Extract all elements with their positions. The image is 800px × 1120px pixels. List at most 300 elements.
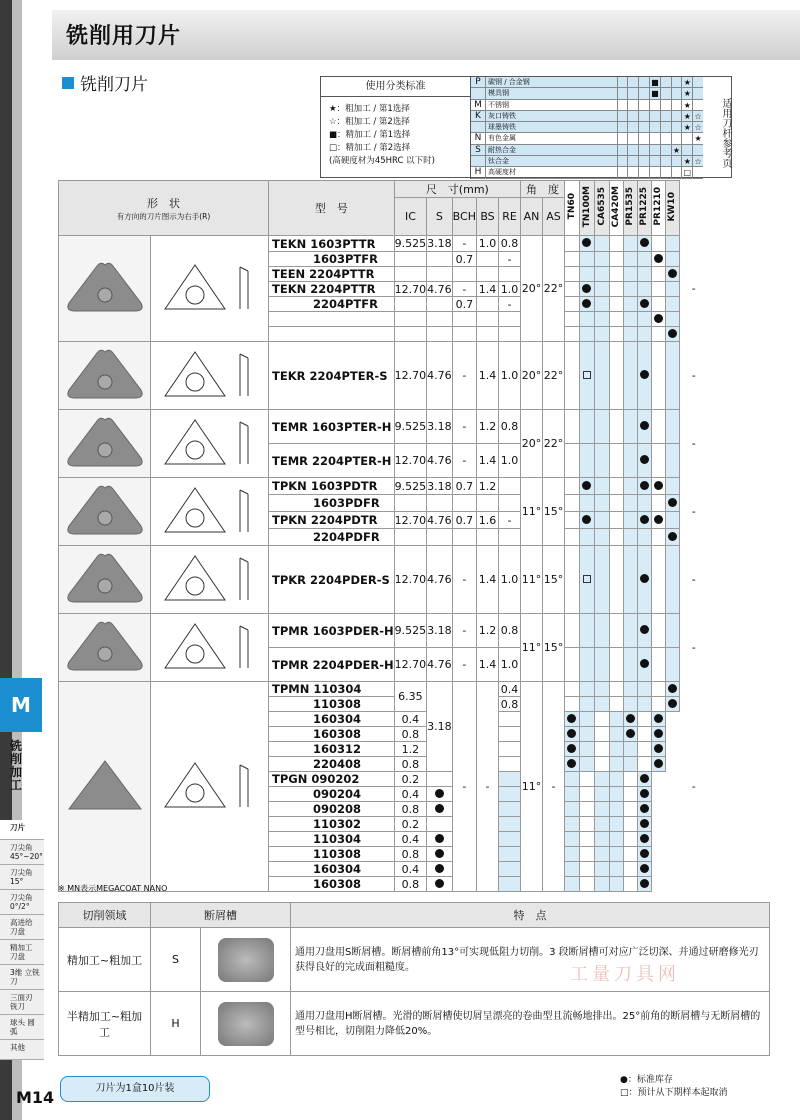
- legend-mark: [692, 88, 703, 98]
- grade-cell: [498, 712, 520, 727]
- grade-cell: [579, 862, 594, 877]
- dim-bch: 0.7: [452, 297, 476, 312]
- angle-an: 20°: [520, 410, 542, 478]
- grade-cell: [564, 757, 579, 772]
- grade-cell: [651, 410, 665, 444]
- dim-ic: 9.525: [394, 479, 427, 493]
- grade-cell: [665, 697, 679, 712]
- feat-area: 半精加工~粗加工: [59, 992, 151, 1056]
- dim-re: 0.4: [394, 787, 427, 802]
- grade-cell: [498, 817, 520, 832]
- grade-cell: [623, 772, 637, 787]
- grade-header: [651, 181, 665, 236]
- dim-bs: 1.4: [476, 282, 498, 297]
- stock-dot: [582, 284, 591, 293]
- grade-cell: [637, 787, 651, 802]
- legend-mark: [627, 88, 638, 98]
- grade-cell: [579, 478, 594, 495]
- material-name: 高硬度材: [488, 168, 516, 177]
- material-name: 有色金属: [488, 134, 516, 143]
- legend-mark: [627, 167, 638, 177]
- model-cell: [269, 312, 395, 327]
- grade-cell: [579, 772, 594, 787]
- legend-mark: [627, 100, 638, 110]
- dim-bs: 1.2: [476, 478, 498, 495]
- dim-ic: 12.70: [394, 282, 427, 296]
- stock-dot: [640, 370, 649, 379]
- grade-cell: [651, 648, 665, 682]
- table-row: [59, 342, 708, 410]
- grade-cell: [609, 817, 623, 832]
- grade-cell: [651, 712, 665, 727]
- feat-desc-header: 特 点: [291, 903, 770, 928]
- insert-drawing-cell: [151, 236, 269, 342]
- col-shape: [59, 181, 269, 236]
- insert-photo: [61, 412, 149, 472]
- grade-cell: [637, 495, 651, 512]
- grade-cell: [564, 312, 579, 327]
- grade-cell: [579, 236, 594, 252]
- model-cell: 1603PDFR: [269, 495, 395, 512]
- model-cell: 160304: [269, 862, 395, 877]
- legend-line: ■：精加工 / 第1选择: [329, 130, 411, 140]
- insert-drawing: [155, 548, 265, 608]
- feat-chip: H: [151, 992, 201, 1056]
- watermark: 工量刀具网: [570, 964, 680, 985]
- side-tab-m[interactable]: M: [0, 678, 42, 732]
- nav-item[interactable]: 精加工 刀盘: [0, 940, 44, 965]
- model-cell: TPKN 2204PDTR: [269, 512, 395, 529]
- legend-mark: ■: [649, 77, 660, 87]
- legend-mark: [692, 145, 703, 155]
- nav-item[interactable]: 刀尖角 0°/2°: [0, 890, 44, 915]
- stock-dot: [582, 515, 591, 524]
- stock-dot: [435, 879, 444, 888]
- legend-mark: ★: [681, 156, 692, 166]
- angle-as: 22°: [542, 236, 564, 342]
- grade-cell: [665, 410, 679, 444]
- stock-dot: [640, 659, 649, 668]
- dim-re: 0.4: [394, 862, 427, 877]
- dim-ic: 6.35: [394, 682, 427, 712]
- model-cell: TPMR 2204PDER-H: [269, 648, 395, 682]
- legend-mark: [638, 167, 649, 177]
- grade-cell: [609, 546, 623, 614]
- chipbreaker-image-cell: [201, 928, 291, 992]
- dim-ic: [394, 267, 427, 282]
- stock-dot: [435, 789, 444, 798]
- dim-s: 4.76: [427, 513, 452, 527]
- stock-dot: [654, 729, 663, 738]
- legend-mark: [617, 156, 628, 166]
- grade-cell: [594, 697, 609, 712]
- dim-bch: 0.7: [452, 252, 476, 267]
- grade-cell: [498, 787, 520, 802]
- col-shape-label: 形 状: [147, 196, 180, 210]
- section-marker: [62, 77, 74, 89]
- stock-dot: [626, 729, 635, 738]
- angle-an: 11°: [520, 478, 542, 546]
- grade-cell: [594, 512, 609, 529]
- dim-re: 1.0: [498, 546, 520, 614]
- nav-item[interactable]: 球头 圆弧: [0, 1015, 44, 1040]
- legend-mark: [627, 156, 638, 166]
- dim-re: 0.2: [394, 817, 427, 832]
- dim-re: 0.4: [394, 712, 427, 727]
- nav-item[interactable]: 3维 立铣刀: [0, 965, 44, 990]
- grade-cell: [637, 697, 651, 712]
- grade-cell: [579, 267, 594, 282]
- grade-cell: [651, 327, 665, 342]
- legend-material-row: [471, 167, 703, 178]
- legend-mark: ★: [681, 111, 692, 121]
- grade-cell: [579, 757, 594, 772]
- material-code: S: [471, 145, 486, 155]
- grade-cell: [637, 444, 651, 478]
- insert-photo-cell: [59, 614, 151, 682]
- grade-cell: [623, 410, 637, 444]
- legend-mark: [638, 111, 649, 121]
- dim-re: [498, 478, 520, 495]
- dim-re: -: [498, 512, 520, 529]
- grade-cell: [594, 327, 609, 342]
- grade-cell: [609, 312, 623, 327]
- grade-cell: [651, 444, 665, 478]
- table-row: [59, 478, 708, 495]
- stock-dot: [640, 834, 649, 843]
- col-dim: 尺 寸(mm): [394, 181, 520, 198]
- model-cell: TEMR 1603PTER-H: [269, 410, 395, 444]
- ref-cell: -: [691, 437, 696, 450]
- insert-drawing-cell: [151, 682, 269, 892]
- grade-cell: [564, 712, 579, 727]
- grade-cell: [594, 529, 609, 546]
- grade-cell: [637, 847, 651, 862]
- material-code: H: [471, 167, 486, 177]
- angle-an: 11°: [520, 546, 542, 614]
- dim-re: 0.4: [394, 832, 427, 847]
- stock-dot: [668, 532, 677, 541]
- grade-cell: [427, 787, 453, 802]
- dim-ic: 12.70: [394, 513, 427, 527]
- grade-cell: [579, 712, 594, 727]
- material-code: [471, 122, 486, 132]
- grade-cell: [623, 727, 637, 742]
- legend-mark: [649, 133, 660, 143]
- grade-cell: [609, 772, 623, 787]
- legend-mark: ☆: [692, 156, 703, 166]
- legend-mark: [660, 122, 671, 132]
- grade-cell: [651, 267, 665, 282]
- legend-mark: [671, 133, 682, 143]
- chipbreaker-image-cell: [201, 992, 291, 1056]
- grade-cell: [609, 614, 623, 648]
- dim-s: 4.76: [427, 342, 453, 410]
- nav-item[interactable]: 刀尖角 15°: [0, 865, 44, 890]
- grade-cell: [609, 712, 623, 727]
- nav-item[interactable]: 三面刃 铣刀: [0, 990, 44, 1015]
- grade-cell: [651, 312, 665, 327]
- grade-name: PR1210: [653, 187, 664, 226]
- discontinue-square: [583, 371, 591, 379]
- insert-drawing: [155, 344, 265, 404]
- material-code: [471, 156, 486, 166]
- material-name: 球墨铸铁: [488, 123, 516, 132]
- grade-cell: [637, 802, 651, 817]
- nav-item[interactable]: 刀尖角 45°~20°: [0, 840, 44, 865]
- grade-cell: [609, 648, 623, 682]
- stock-dot: [567, 759, 576, 768]
- stock-legend-square: □：预计从下期样本起取消: [620, 1088, 728, 1098]
- dim-re: 1.2: [394, 742, 427, 757]
- dim-bch: -: [452, 648, 476, 682]
- legend-mark: [692, 77, 703, 87]
- stock-dot: [654, 481, 663, 490]
- dim-re: -: [498, 297, 520, 312]
- grade-cell: [623, 478, 637, 495]
- grade-cell: [427, 862, 453, 877]
- feat-area-header: 切削领域: [59, 903, 151, 928]
- angle-an: 11°: [520, 614, 542, 682]
- col-model: 型 号: [269, 181, 395, 236]
- grade-cell: [564, 410, 579, 444]
- grade-cell: [651, 495, 665, 512]
- stock-legend: [620, 1074, 728, 1100]
- grade-cell: [579, 697, 594, 712]
- grade-cell: [665, 297, 679, 312]
- dim-header: IC: [394, 198, 427, 236]
- grade-cell: [594, 757, 609, 772]
- dim-re: 0.8: [394, 802, 427, 817]
- grade-cell: [564, 327, 579, 342]
- legend-mark: [671, 122, 682, 132]
- dim-bs: -: [476, 682, 498, 892]
- grade-cell: [637, 312, 651, 327]
- grade-cell: [609, 282, 623, 297]
- stock-dot: [668, 684, 677, 693]
- grade-cell: [564, 297, 579, 312]
- grade-cell: [665, 682, 679, 697]
- material-name: 碳钢 / 合金钢: [488, 78, 530, 86]
- legend-mark: [660, 133, 671, 143]
- stock-dot: [435, 864, 444, 873]
- legend-mark: [617, 122, 628, 132]
- legend-mark: [681, 133, 692, 143]
- dim-ic: 9.525: [394, 237, 427, 250]
- dim-header: BS: [476, 198, 498, 236]
- legend-material-row: [471, 133, 703, 144]
- dim-bch: [452, 495, 476, 512]
- angle-as: -: [542, 682, 564, 892]
- dim-re: 0.8: [394, 757, 427, 772]
- insert-drawing-cell: [151, 410, 269, 478]
- grade-cell: [427, 817, 453, 832]
- grade-header: [609, 181, 623, 236]
- model-cell: 090208: [269, 802, 395, 817]
- grade-header: [579, 181, 594, 236]
- legend-mark: [627, 145, 638, 155]
- legend-mark: [649, 122, 660, 132]
- legend-mark: [617, 145, 628, 155]
- legend-mark: [660, 156, 671, 166]
- legend-mark: [627, 122, 638, 132]
- stock-dot: [668, 329, 677, 338]
- stock-dot: [435, 834, 444, 843]
- grade-cell: [665, 267, 679, 282]
- grade-cell: [564, 727, 579, 742]
- grade-cell: [427, 877, 453, 892]
- dim-s: [427, 297, 453, 312]
- dim-ic: [394, 495, 427, 512]
- legend-mark: [671, 88, 682, 98]
- grade-cell: [564, 787, 579, 802]
- table-row: [59, 546, 708, 614]
- grade-cell: [623, 327, 637, 342]
- feat-row: [59, 992, 770, 1056]
- table-row: [59, 236, 708, 252]
- grade-cell: [564, 342, 579, 410]
- grade-cell: [623, 495, 637, 512]
- grade-cell: [609, 410, 623, 444]
- grade-cell: [623, 787, 637, 802]
- legend-material-row: [471, 77, 703, 88]
- legend-mark: [649, 167, 660, 177]
- feat-chip: S: [151, 928, 201, 992]
- nav-item[interactable]: 高进给 刀盘: [0, 915, 44, 940]
- nav-item[interactable]: 其他: [0, 1040, 44, 1060]
- grade-cell: [579, 682, 594, 697]
- grade-cell: [594, 495, 609, 512]
- grade-cell: [637, 832, 651, 847]
- stock-dot: [567, 714, 576, 723]
- grade-cell: [427, 802, 453, 817]
- dim-s: 4.76: [427, 444, 453, 478]
- grade-cell: [594, 772, 609, 787]
- grade-name: KW10: [667, 191, 678, 222]
- insert-photo-cell: [59, 682, 151, 892]
- legend-mark: [681, 145, 692, 155]
- grade-cell: [594, 802, 609, 817]
- grade-cell: [594, 682, 609, 697]
- discontinue-square: [583, 575, 591, 583]
- stock-dot: [654, 515, 663, 524]
- dim-ic: 12.70: [394, 342, 427, 410]
- grade-cell: [623, 444, 637, 478]
- insert-photo: [61, 257, 149, 317]
- dim-s: 3.18: [427, 614, 453, 648]
- stock-dot: [435, 849, 444, 858]
- ref-cell: -: [691, 573, 696, 586]
- model-cell: TEEN 2204PTTR: [269, 267, 395, 282]
- dim-s: 3.18: [427, 237, 452, 250]
- model-cell: 2204PTFR: [269, 297, 395, 312]
- grade-cell: [665, 236, 679, 252]
- insert-drawing-cell: [151, 546, 269, 614]
- stock-dot: [640, 238, 649, 247]
- legend-material-row: [471, 111, 703, 122]
- dim-ic: [394, 252, 427, 267]
- dim-re: 0.8: [498, 697, 520, 712]
- legend-mark: ★: [681, 88, 692, 98]
- table-row: [59, 614, 708, 648]
- grade-cell: [609, 297, 623, 312]
- grade-cell: [594, 712, 609, 727]
- grade-cell: [637, 817, 651, 832]
- dim-header: AN: [520, 198, 542, 236]
- grade-cell: [623, 757, 637, 772]
- ref-cell: -: [691, 505, 696, 518]
- insert-drawing: [155, 480, 265, 540]
- grade-cell: [564, 682, 579, 697]
- grade-cell: [579, 444, 594, 478]
- dim-bch: [452, 267, 476, 282]
- grade-cell: [623, 817, 637, 832]
- grade-cell: [564, 236, 579, 252]
- grade-cell: [609, 862, 623, 877]
- grade-cell: [623, 832, 637, 847]
- legend-material-row: [471, 145, 703, 156]
- grade-cell: [665, 312, 679, 327]
- angle-as: 15°: [542, 614, 564, 682]
- material-name: 耐热合金: [488, 145, 516, 154]
- grade-cell: [637, 236, 651, 252]
- grade-cell: [564, 267, 579, 282]
- dim-s: [427, 495, 453, 512]
- legend-mark: [638, 156, 649, 166]
- angle-an: 20°: [520, 342, 542, 410]
- dim-bs: 1.4: [476, 648, 498, 682]
- nav-item[interactable]: 刀片: [0, 820, 44, 840]
- grade-name: CA6535: [596, 187, 607, 226]
- legend-mark: [671, 100, 682, 110]
- grade-cell: [637, 478, 651, 495]
- grade-cell: [637, 529, 651, 546]
- grade-cell: [665, 444, 679, 478]
- dim-re: 0.8: [394, 847, 427, 862]
- grade-cell: [609, 877, 623, 892]
- grade-cell: [623, 682, 637, 697]
- grade-cell: [594, 742, 609, 757]
- grade-cell: [564, 817, 579, 832]
- dim-bs: [476, 495, 498, 512]
- grade-cell: [498, 727, 520, 742]
- legend-line: (高硬度材为45HRC 以下时): [329, 156, 435, 166]
- grade-cell: [498, 862, 520, 877]
- legend-mark: ☆: [692, 111, 703, 121]
- grade-cell: [609, 444, 623, 478]
- grade-cell: [637, 648, 651, 682]
- grade-cell: [564, 546, 579, 614]
- grade-cell: [637, 614, 651, 648]
- model-cell: TEKN 2204PTTR: [269, 282, 395, 297]
- angle-as: 22°: [542, 342, 564, 410]
- insert-table: [58, 180, 707, 892]
- dim-ic: [394, 529, 427, 546]
- dim-ic: [394, 327, 427, 342]
- ref-cell: -: [691, 369, 696, 382]
- dim-re: -: [498, 252, 520, 267]
- material-code: M: [471, 100, 486, 110]
- grade-cell: [665, 327, 679, 342]
- grade-cell: [579, 312, 594, 327]
- grade-cell: [623, 648, 637, 682]
- grade-name: TN100M: [581, 185, 592, 228]
- grade-cell: [637, 327, 651, 342]
- grade-cell: [665, 252, 679, 267]
- ref-cell: -: [691, 780, 696, 793]
- grade-cell: [579, 727, 594, 742]
- model-cell: TPKN 1603PDTR: [269, 478, 395, 495]
